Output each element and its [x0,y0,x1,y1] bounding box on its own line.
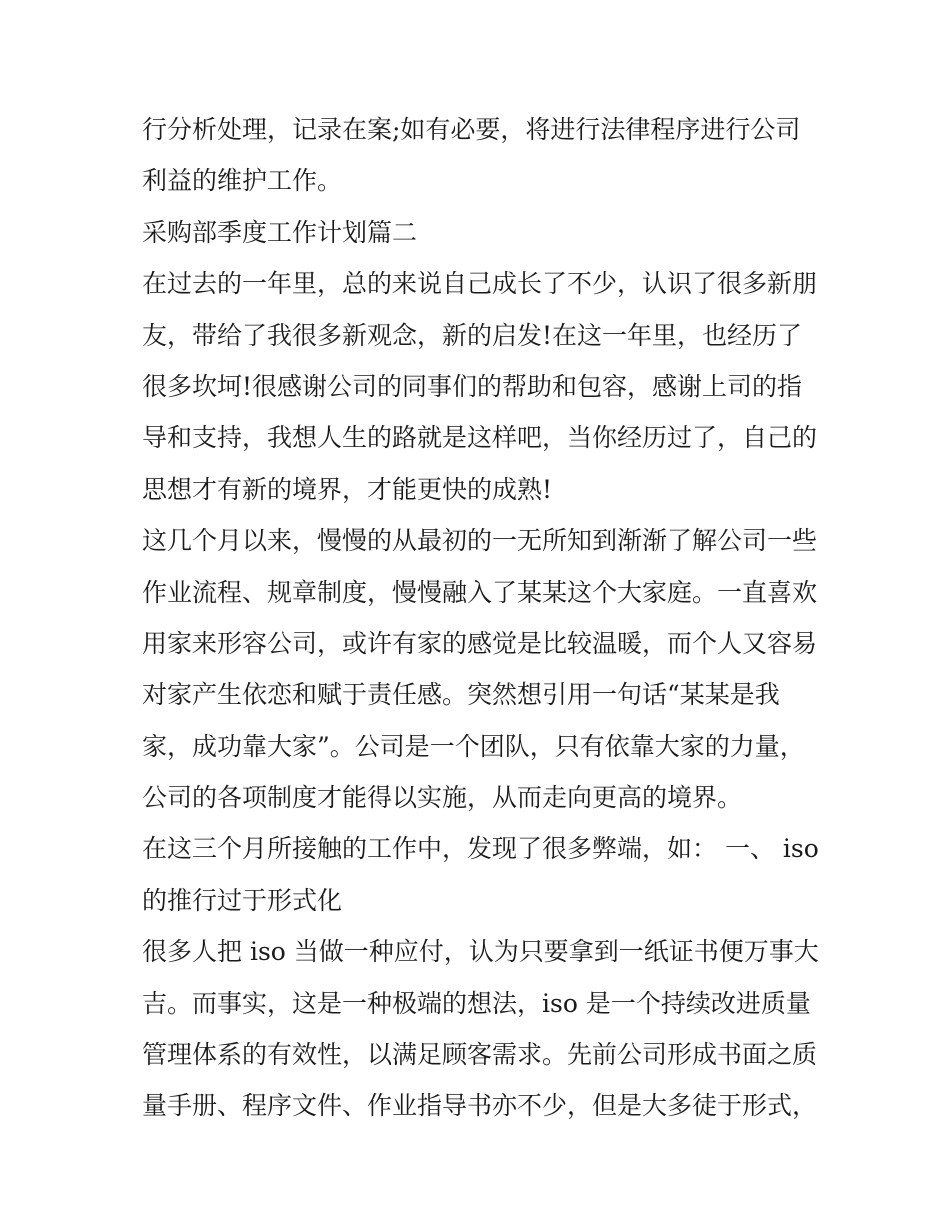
text-line: 量手册、程序文件、作业指导书亦不少，但是大多徒于形式， [142,1091,818,1121]
document-body [142,104,822,1132]
text-line: 的推行过于形式化 [142,885,343,915]
text-line: 利益的维护工作。 [142,166,343,196]
text-line: 很多坎坷!很感谢公司的同事们的帮助和包容，感谢上司的指 [142,371,803,401]
text-line: 管理体系的有效性，以满足顾客需求。先前公司形成书面之质 [142,1040,818,1070]
text-line: 吉。而事实，这是一种极端的想法，iso 是一个持续改进质量 [142,988,811,1018]
text-line: 很多人把 iso 当做一种应付，认为只要拿到一纸证书便万事大 [142,937,819,967]
text-line: 这几个月以来，慢慢的从最初的一无所知到渐渐了解公司一些 [142,526,818,556]
text-line: 对家产生依恋和赋于责任感。突然想引用一句话“某某是我 [142,680,780,710]
text-line: 导和支持，我想人生的路就是这样吧，当你经历过了，自己的 [142,423,818,453]
text-line: 在过去的一年里，总的来说自己成长了不少，认识了很多新朋 [142,269,818,299]
text-line: 在这三个月所接触的工作中，发现了很多弊端，如： 一、 iso [142,834,819,864]
text-line: 用家来形容公司，或许有家的感觉是比较温暖，而个人又容易 [142,628,818,658]
text-line: 友，带给了我很多新观念，新的启发!在这一年里，也经历了 [142,320,803,350]
text-line: 思想才有新的境界，才能更快的成熟! [142,474,553,504]
section-heading: 采购部季度工作计划篇二 [142,217,418,247]
text-line: 行分析处理，记录在案;如有必要，将进行法律程序进行公司 [142,115,801,144]
text-line: 作业流程、规章制度，慢慢融入了某某这个大家庭。一直喜欢 [142,577,818,607]
text-line: 家，成功靠大家”。公司是一个团队，只有依靠大家的力量， [142,731,805,761]
text-line: 公司的各项制度才能得以实施，从而走向更高的境界。 [142,783,743,813]
